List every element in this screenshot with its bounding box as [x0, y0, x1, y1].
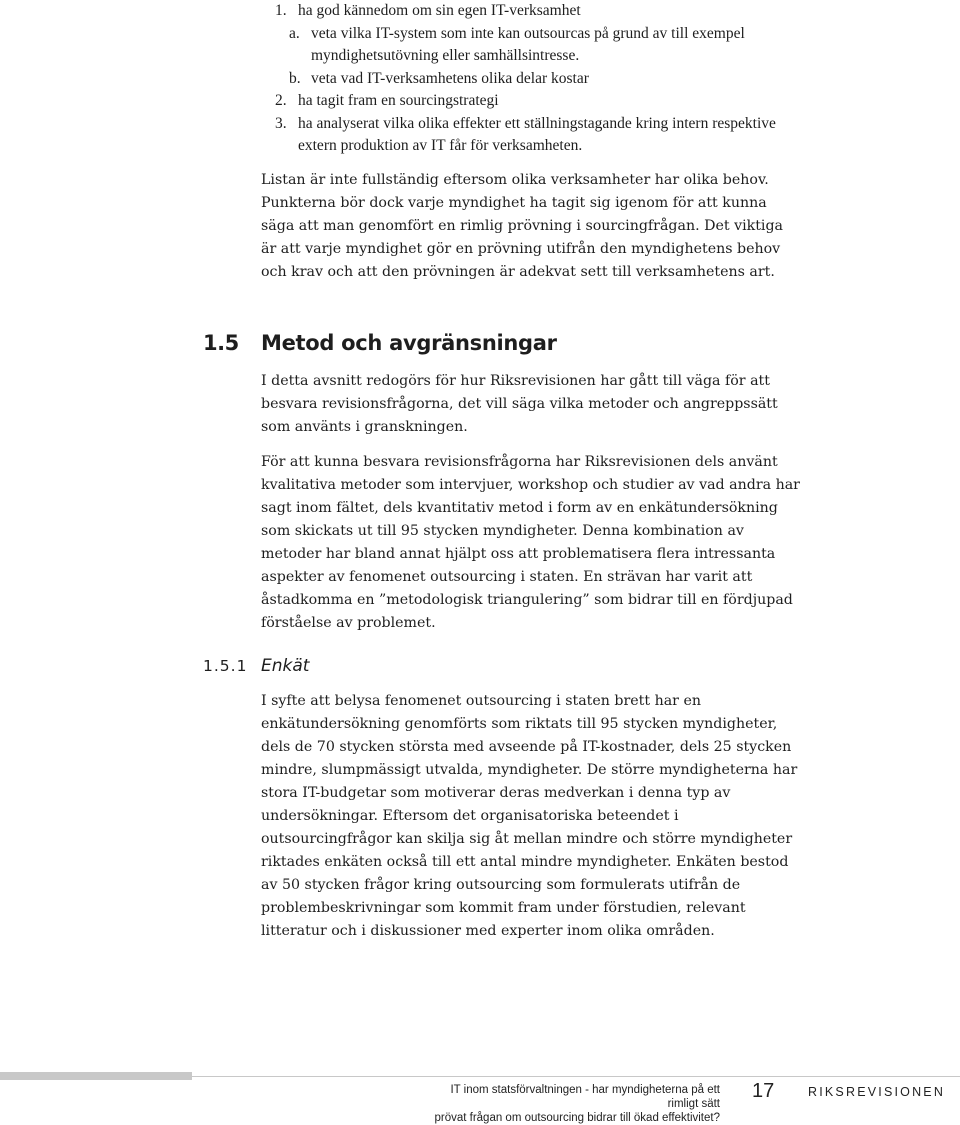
section-paragraph: I detta avsnitt redogörs för hur Riksrevisionen har gått till väga för att besvara revisionsfrågorna, det vill säga vilka metoder och angreppssätt som använts i granskningen.	[261, 373, 778, 435]
list-item: 1. ha god kännedom om sin egen IT-verksamhet	[275, 2, 581, 19]
list-item: 2. ha tagit fram en sourcingstrategi	[275, 92, 499, 109]
subsection-title: Enkät	[261, 656, 310, 676]
page-number: 17	[752, 1080, 775, 1102]
footer-document-title: IT inom statsförvaltningen - har myndigheterna på ett rimligt sätt prövat frågan om outsourcing bidrar till ökad effektivitet?	[434, 1084, 720, 1124]
subsection-paragraph-block	[261, 690, 801, 943]
intro-paragraph: Listan är inte fullständig eftersom olika verksamheter har olika behov. Punkterna bör dock varje myndighet ha tagit sig igenom för att kunna säga att man genomfört en rimlig prövning i sourcingfrågan. Det viktiga är att varje myndighet gör en prövning utifrån den myndighetens behov och krav och att den prövningen är adekvat sett till verksamhetens art.	[261, 172, 784, 280]
list-item: 3. ha analyserat vilka olika effekter ett ställningstagande kring intern respektive extern produktion av IT får för verksamheten.	[275, 114, 776, 154]
subsection-paragraph: I syfte att belysa fenomenet outsourcing i staten brett har en enkätundersökning genomförts som riktats till 95 stycken myndigheter, dels de 70 stycken största med avseende på IT-kostnader, dels 25 stycken mindre, slumpmässigt utvalda, myndigheter. De större myndigheterna har stora IT-budgetar som motiverar deras medverkan i denna typ av undersökningar. Eftersom det organisatoriska beteendet i outsourcingfrågor kan skilja sig åt mellan mindre och större myndigheter riktades enkäten också till ett antal mindre myndigheter. Enkäten bestod av 50 stycken frågor kring outsourcing som formulerats utifrån de problembeskrivningar som kommit fram under förstudien, relevant litteratur och i diskussioner med experter inom olika områden.	[261, 693, 798, 939]
footer-divider	[192, 1076, 960, 1077]
section-paragraph-block-2	[261, 451, 801, 635]
section-title: Metod och avgränsningar	[261, 331, 557, 355]
intro-paragraph-block	[261, 169, 801, 284]
section-paragraph-block-1	[261, 370, 801, 439]
requirements-list	[275, 0, 795, 158]
footer-bar	[0, 1072, 192, 1080]
section-paragraph: För att kunna besvara revisionsfrågorna har Riksrevisionen dels använt kvalitativa metoder som intervjuer, workshop och studier av vad andra har sagt inom fältet, dels kvantitativ metod i form av en enkätundersökning som skickats ut till 95 stycken myndigheter. Denna kombination av metoder har bland annat hjälpt oss att problematisera flera intressanta aspekter av fenomenet outsourcing i staten. En strävan har varit att åstadkomma en ”metodologisk triangulering” som bidrar till en fördjupad förståelse av problemet.	[261, 454, 800, 631]
list-item: b. veta vad IT-verksamhetens olika delar kostar	[289, 69, 589, 87]
list-item: a. veta vilka IT-system som inte kan outsourcas på grund av till exempel myndighetsutövning eller samhällsintresse.	[289, 24, 745, 64]
brand-name: RIKSREVISIONEN	[808, 1085, 946, 1099]
subsection-number: 1.5.1	[203, 657, 248, 675]
section-number: 1.5	[203, 331, 239, 355]
